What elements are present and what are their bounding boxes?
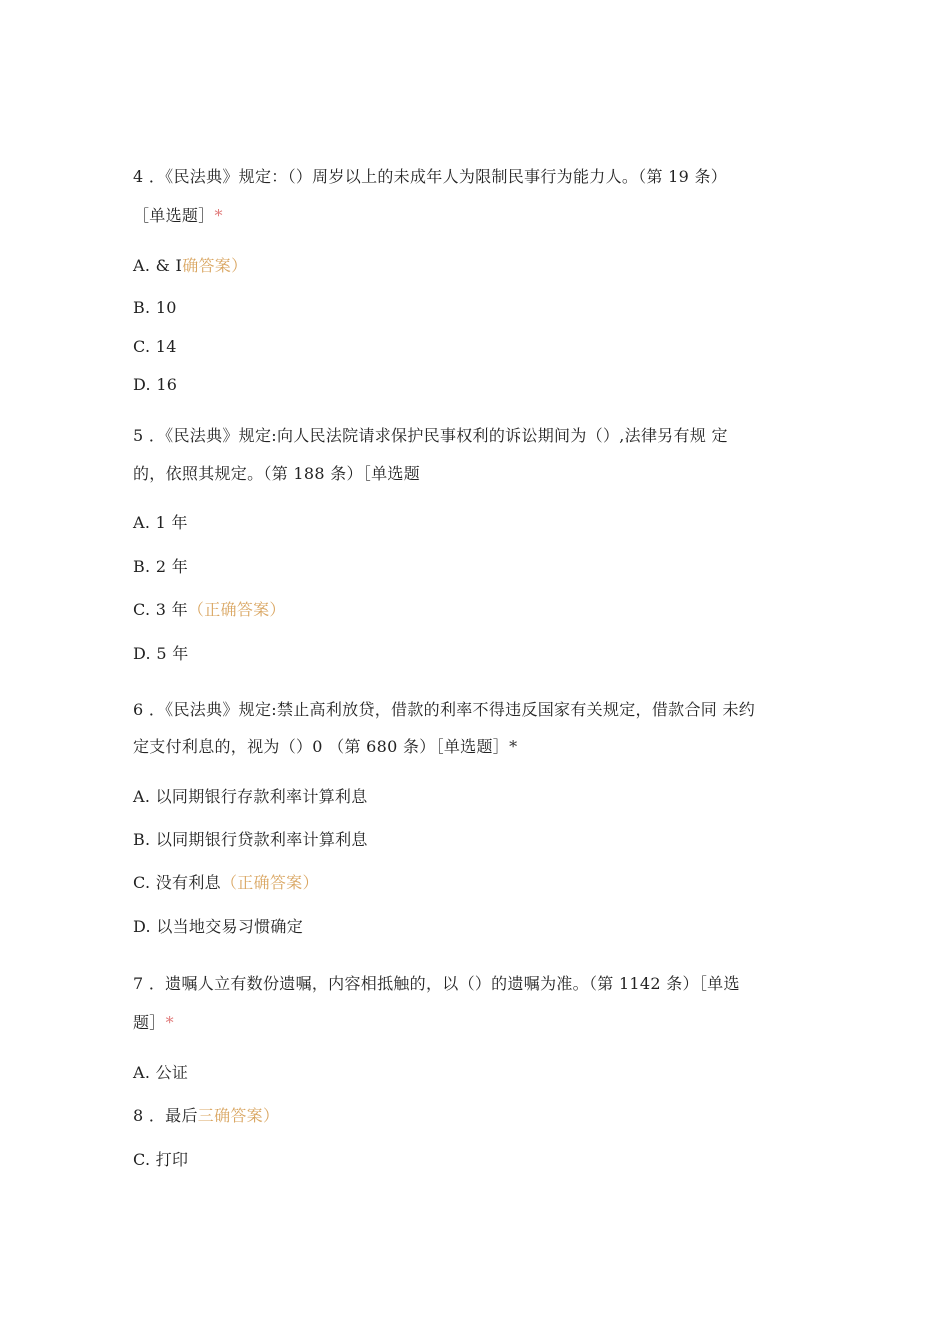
question-7-option-c[interactable]: C. 打印	[133, 1150, 189, 1169]
question-type-label: ［单选题］	[133, 206, 215, 225]
question-7-stem-line1: 7 ．遗嘱人立有数份遗嘱，内容相抵触的，以（）的遗嘱为准。（第 1142 条）［单选	[133, 974, 740, 993]
question-7-stem-line2	[133, 1013, 174, 1033]
option-text: C. 没有利息	[133, 873, 221, 892]
question-5-stem-line2: 的，依照其规定。（第 188 条）［单选题	[133, 464, 421, 483]
question-4-option-d[interactable]: D. 16	[133, 375, 178, 394]
question-5-stem-line1: 5 ．《民法典》规定:向人民法院请求保护民事权利的诉讼期间为（）,法律另有规 定	[133, 426, 728, 445]
required-mark: *	[214, 206, 223, 225]
question-5-option-d[interactable]: D. 5 年	[133, 644, 189, 663]
question-6-option-c[interactable]	[133, 873, 319, 893]
question-5-option-b[interactable]: B. 2 年	[133, 557, 188, 576]
correct-answer-label: （正确答案）	[187, 600, 286, 619]
question-type-label: 题］	[133, 1013, 166, 1032]
question-6-option-b[interactable]: B. 以同期银行贷款利率计算利息	[133, 830, 368, 849]
question-6-option-d[interactable]: D. 以当地交易习惯确定	[133, 917, 304, 936]
question-4-option-c[interactable]: C. 14	[133, 337, 177, 356]
required-mark: *	[509, 737, 518, 756]
option-text: C. 3 年	[133, 600, 188, 619]
question-4-option-a[interactable]	[133, 256, 247, 276]
question-5-option-c[interactable]	[133, 600, 286, 620]
question-4-stem-line2	[133, 206, 223, 226]
option-text: A. & I	[133, 256, 183, 275]
question-6-stem-line2	[133, 737, 517, 757]
correct-answer-label: 三确答案）	[197, 1106, 280, 1125]
question-stem-text: 定支付利息的，视为（）0 （第 680 条）［单选题］	[133, 737, 510, 756]
question-6-stem-line1: 6 ．《民法典》规定:禁止高利放贷，借款的利率不得违反国家有关规定，借款合同 未约	[133, 700, 756, 719]
correct-answer-label: （正确答案）	[220, 873, 319, 892]
question-5-option-a[interactable]: A. 1 年	[133, 513, 188, 532]
correct-answer-label: 确答案）	[182, 256, 248, 275]
question-4-option-b[interactable]: B. 10	[133, 298, 177, 317]
question-7-option-b[interactable]	[133, 1106, 279, 1126]
question-7-option-a[interactable]: A. 公证	[133, 1063, 189, 1082]
question-6-option-a[interactable]: A. 以同期银行存款利率计算利息	[133, 787, 368, 806]
required-mark: *	[165, 1013, 174, 1032]
question-4-stem-line1: 4 ．《民法典》规定：（）周岁以上的未成年人为限制民事行为能力人。（第 19 条）	[133, 167, 728, 186]
option-text: 8 ．最后	[133, 1106, 198, 1125]
